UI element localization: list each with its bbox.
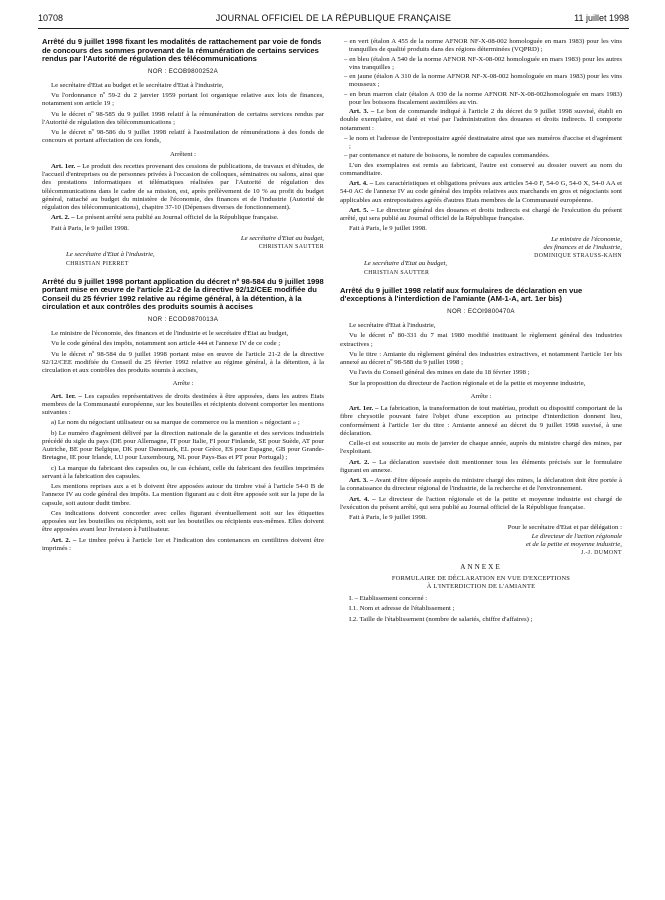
signature-title: et de la petite et moyenne industrie, [525, 540, 622, 548]
article-text: La déclaration susvisée doit mentionner tous les éléments précisés sur le formulaire figurant en annexe. [340, 458, 623, 474]
paragraph: Ces indications doivent concorder avec celles figurant éventuellement soit sur les étiquettes apposées sur les bouteilles ou récipients, soit sur les bouteilles ou récipients eux-mêmes. Elles doivent être apposées avant leur livraison à l'utilisateur. [42, 509, 324, 534]
fait-a-paris: Fait à Paris, le 9 juillet 1998. [349, 514, 427, 521]
arretent-heading: Arrêtent : [169, 150, 197, 158]
article-2 [340, 459, 622, 476]
decree-1-title: Arrêté du 9 juillet 1998 fixant les modalités de rattachement par voie de fonds de concours des sommes provenant de la rémunération de certains services rendus par l'Autorité de régulation des télécommunications [42, 37, 322, 63]
article-3 [340, 477, 622, 494]
article-text: Les capsules représentatives de droits destinées à être apposées, dans les autres Etats membres de la Communauté européenne, sur les bouteilles et récipients doivent comporter les mentions suivantes : [42, 392, 324, 416]
list-item: a) Le nom du négociant utilisateur ou sa marque de commerce ou la mention « négociant » ; [51, 419, 300, 427]
signature-title: Pour le secrétaire d'Etat et par délégation : [507, 524, 622, 532]
signature-name: CHRISTIAN PIERRET [66, 260, 129, 267]
page-header [38, 13, 629, 27]
paragraph: Le secrétaire d'Etat au budget et le secrétaire d'Etat à l'industrie, [51, 81, 224, 89]
list-item: – en vert (étalon A 455 de la norme AFNOR NF-X-08-002 homologuée en mars 1983) pour les vins tranquilles de qualité produits dans des régions déterminées (VQPRD) ; [344, 38, 622, 54]
paragraph: Le secrétaire d'Etat à l'industrie, [349, 322, 436, 329]
decree-1-nor: NOR : ECOB9800252A [147, 67, 219, 75]
paragraph: Vu le décret nº 98-586 du 9 juillet 1998 relatif à l'assimilation de rémunérations à des fonds de concours et portant affectation de ces fonds, [42, 129, 324, 145]
article-1 [42, 393, 324, 418]
fait-a-paris: Fait à Paris, le 9 juillet 1998. [51, 224, 129, 232]
article-label: Art. 5. – [349, 206, 375, 214]
article-text: Le bon de commande indiqué à l'article 2 du décret du 9 juillet 1998 susvisé, établi en double exemplaire, est daté et visé par l'administration des douanes et droits indirects. Il comporte notamment : [340, 108, 622, 132]
article-text: Le présent arrêté sera publié au Journal officiel de la République française. [76, 214, 279, 222]
article-label: Art. 3. – [349, 477, 374, 484]
article-text: Avant d'être déposée auprès du ministre chargé des mines, la déclaration doit être portée à la connaissance du directeur régional de l'industrie, de la recherche et de l'environnement. [340, 477, 622, 493]
paragraph: Vu le décret nº 80-331 du 7 mai 1980 modifié instituant le règlement général des industries extractives ; [340, 332, 622, 348]
article-5 [340, 207, 622, 224]
paragraph: Sur la proposition du directeur de l'action régionale et de la petite et moyenne industrie, [349, 379, 586, 387]
annexe-title: À L'INTERDICTION DE L'AMIANTE [426, 582, 536, 590]
article-text: Le timbre prévu à l'article 1er et l'indication des contenances en centilitres doivent être imprimés : [42, 536, 325, 552]
paragraph: Vu le décret nº 98-585 du 9 juillet 1998 relatif à la rémunération de certains services rendus par l'Autorité de régulation des télécommunications ; [42, 110, 324, 126]
paragraph: I.2. Taille de l'établissement (nombre de salariés, chiffre d'affaires) ; [349, 615, 533, 623]
journal-title: JOURNAL OFFICIEL DE LA RÉPUBLIQUE FRANÇAISE [215, 13, 452, 23]
list-item: – en jaune (étalon A 310 de la norme AFNOR NF-X-08-002 homologuée en mars 1983) pour les vins mousseux ; [344, 73, 622, 89]
paragraph: Vu le décret nº 98-584 du 9 juillet 1998 portant mise en œuvre de l'article 21-2 de la directive 92/12/CEE modifiée du Conseil du 25 février 1992 relative au régime général, à la détention, à la circulation et aux contrôles des produits soumis à accises, [42, 350, 324, 374]
article-4 [340, 180, 622, 205]
list-item: – par contenance et nature de boissons, le nombre de capsules commandées. [344, 152, 550, 160]
paragraph: Vu l'ordonnance nº 59-2 du 2 janvier 1959 portant loi organique relative aux lois de finances, notamment son article 19 ; [42, 92, 324, 108]
signature-name: CHRISTIAN SAUTTER [364, 269, 430, 276]
article-label: Art. 3. – [349, 108, 375, 115]
article-label: Art. 2. – [51, 536, 77, 544]
list-item: b) Le numéro d'agrément délivré par la direction nationale de la garantie et des services industriels précédé du sigle du pays (DE pour Allemagne, IT pour Italie, FI pour Finlande, SE pour Suède, AT pour Autriche, BE pour Belgique, DK pour Danemark, EL pour Grèce, ES pour Espagne, GB pour Grande-Bretagne, IE pour Irlande, LU pour Luxembourg, NL pour Pays-Bas et PT pour Portugal) ; [42, 429, 324, 462]
annexe-heading: ANNEXE [460, 563, 502, 572]
list-item: – le nom et l'adresse de l'entrepositaire agréé destinataire ainsi que ses numéros d'accise et d'agrément ; [344, 134, 622, 150]
article-label: Art. 4. – [349, 180, 374, 187]
signature-title: Le ministre de l'économie, [551, 235, 622, 243]
paragraph: Vu l'avis du Conseil général des mines en date du 18 février 1998 ; [349, 369, 530, 377]
paragraph: Le ministre de l'économie, des finances et de l'industrie et le secrétaire d'Etat au budget, [51, 330, 289, 337]
signature-title: Le directeur de l'action régionale [531, 532, 622, 540]
left-column [42, 38, 324, 555]
decree-2-title: Arrêté du 9 juillet 1998 portant application du décret nº 98-584 du 9 juillet 1998 portant mise en œuvre de l'article 21-2 de la directive 92/12/CEE modifiée du Conseil du 25 février 1992 relative au régime général, à la détention, à la circulation et aux contrôles des produits soumis à accises [42, 276, 324, 312]
article-label: Art. 1er. – [349, 405, 379, 412]
fait-a-paris: Fait à Paris, le 9 juillet 1998. [349, 225, 427, 233]
right-column [340, 38, 622, 626]
arrete-heading: Arrête : [470, 392, 492, 400]
decree-2-nor: NOR : ECOD9870013A [147, 315, 219, 323]
signature-name: CHRISTIAN SAUTTER [258, 244, 324, 250]
article-label: Art. 1er. – [51, 392, 82, 400]
issue-date: 11 juillet 1998 [574, 13, 629, 23]
signature-title: Le secrétaire d'Etat au budget, [364, 260, 448, 268]
paragraph: Vu le code général des impôts, notamment son article 444 et l'annexe IV de ce code ; [51, 340, 281, 348]
paragraph: L'un des exemplaires est remis au fabricant, l'autre est conservé au dossier ouvert au nom du commanditaire. [340, 161, 622, 177]
signature-name: DOMINIQUE STRAUSS-KAHN [534, 253, 622, 259]
arrete-heading: Arrête : [172, 380, 194, 388]
list-item: c) La marque du fabricant des capsules ou, le cas échéant, celle du fabricant des feuilles imprimées servant à la fabrication des capsules. [42, 464, 324, 480]
article-2 [42, 214, 324, 222]
article-1 [340, 405, 622, 438]
decree-3-nor: NOR : ECOI9800470A [447, 307, 515, 315]
paragraph: Celle-ci est souscrite au mois de janvier de chaque année, auprès du ministre chargé des mines, par l'exploitant. [340, 440, 622, 456]
paragraph: I.1. Nom et adresse de l'établissement ; [349, 605, 455, 613]
article-text: Le directeur de l'action régionale et de la petite et moyenne industrie est chargé de l'exécution du présent arrêté, qui sera publié au Journal officiel de la République française. [340, 495, 623, 511]
signature-title: des finances et de l'industrie, [543, 243, 622, 251]
article-4 [340, 496, 622, 513]
article-2 [42, 537, 324, 554]
paragraph: Vu le titre : Amiante du règlement général des industries extractives, et notamment l'article 1er bis annexé au décret nº 98-588 du 9 juillet 1998 ; [340, 350, 622, 366]
article-text: Les caractéristiques et obligations prévues aux articles 54-0 F, 54-0 G, 54-0 X, 54-0 AA et 54-0 AC de l'annexe IV au code général des impôts relatives aux marchands en gros et négociants sont applicables aux entrepositaires agréés d'autres Etats membres de la Communauté européenne. [340, 180, 623, 204]
signature-name: J.-J. DUMONT [580, 550, 622, 556]
decree-3-title: Arrêté du 9 juillet 1998 relatif aux formulaires de déclaration en vue d'exceptions à l'interdiction de l'amiante (AM-1-A, art. 1er bis) [340, 285, 583, 304]
article-label: Art. 2. – [349, 458, 376, 466]
signature-title: Le secrétaire d'Etat au budget, [240, 234, 324, 242]
article-1 [42, 163, 324, 213]
article-text: Le directeur général des douanes et droits indirects est chargé de l'exécution du présent arrêté, qui sera publié au Journal officiel de la République française. [340, 206, 622, 222]
article-label: Art. 2. – [51, 214, 75, 222]
article-text: La fabrication, la transformation de tout matériau, produit ou dispositif comportant de la fibre chrysotile pouvant faire l'objet d'une exception au principe d'interdiction donnent lieu, conformément à l'article 1er du titre : Amiante annexé au décret du 9 juillet 1998 susvisé, à une déclaration. [340, 405, 623, 437]
article-text: Le produit des recettes provenant des cessions de publications, de travaux et d'études, de l'accueil d'entreprises ou de personnes privées à l'occasion de colloques, séminaires ou salons, ainsi que des prestations informatiques et télématiques réalisées par l'Autorité de régulation des télécommunications dans le cadre de sa mission, est, après prélèvement de 10 % au profit du budget général, rattaché au budget du ministère de l'économie, des finances et de l'industrie (Autorité de régulation des télécommunications), chapitre 37-10 (Dépenses diverses de fonctionnement). [42, 162, 325, 211]
header-rule [38, 28, 629, 29]
annexe-title: FORMULAIRE DE DÉCLARATION EN VUE D'EXCEPTIONS [391, 574, 571, 582]
list-item: – en brun marron clair (étalon A 030 de la norme AFNOR NF-X-08-002homologuée en mars 1983) pour les boissons fiscalement assimilées au vin. [344, 90, 622, 106]
article-label: Art. 4. – [349, 495, 376, 503]
signature-title: Le secrétaire d'Etat à l'industrie, [66, 251, 155, 259]
page-number: 10708 [38, 13, 64, 23]
paragraph: I. – Etablissement concerné : [349, 595, 428, 602]
article-label: Art. 1er. – [51, 162, 81, 170]
article-3 [340, 108, 622, 133]
paragraph: Les mentions reprises aux a et b doivent être apposées autour du timbre visé à l'article 54-0 B de l'annexe IV au code général des impôts. La mention figurant au c doit être apposée soit sur la jupe de la capsule, soit autour dudit timbre. [42, 483, 324, 507]
list-item: – en bleu (étalon A 540 de la norme AFNOR NF-X-08-002 homologuée en mars 1983) pour les autres vins tranquilles ; [344, 55, 622, 71]
